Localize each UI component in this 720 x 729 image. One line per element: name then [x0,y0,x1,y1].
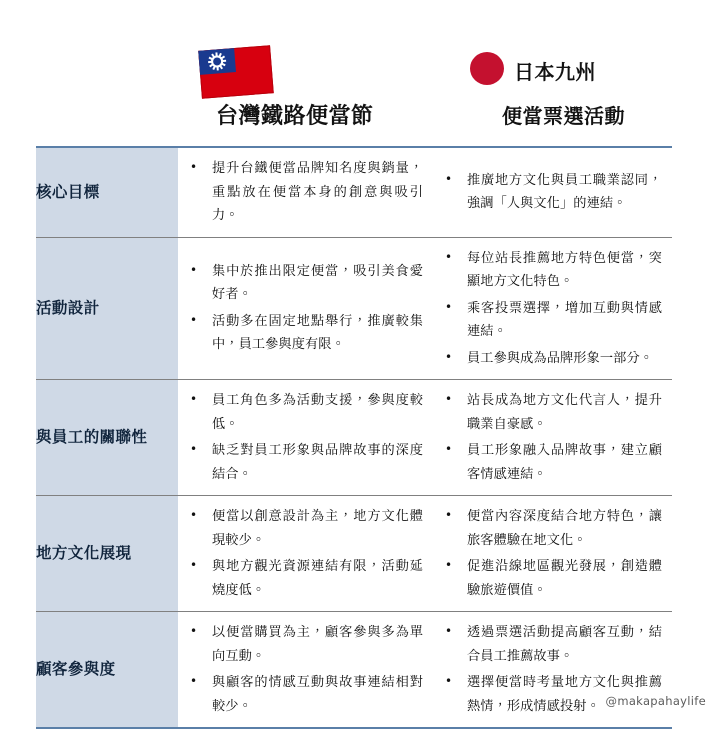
watermark: @makapahaylife [605,694,706,708]
taiwan-cell-content [178,251,433,366]
taiwan-cell-bullet-list [186,505,423,602]
row-label-cell: 地方文化展現 [36,496,178,612]
japan-cell-content [433,380,672,495]
bullet-item: • 活動多在固定地點舉行，推廣較集中，員工參與度有限。 [186,310,423,357]
japan-cell-bullet-list [441,505,662,602]
comparison-table [36,146,672,729]
japan-header-title-line2: 便當票選活動 [502,104,625,128]
taiwan-cell-bullet-list [186,389,423,486]
bullet-item: • 與顧客的情感互動與故事連結相對較少。 [186,671,423,718]
japan-cell [433,612,672,729]
taiwan-cell-content [178,148,433,237]
taiwan-cell-content [178,612,433,727]
japan-cell-bullet-list [441,389,662,486]
japan-cell-content [433,160,672,225]
bullet-item: • 便當以創意設計為主，地方文化體現較少。 [186,505,423,552]
bullet-item: • 員工形象融入品牌故事，建立顧客情感連結。 [441,439,662,486]
japan-cell [433,496,672,612]
japan-cell-bullet-list [441,247,662,371]
table-row [36,147,672,237]
bullet-item: • 提升台鐵便當品牌知名度與銷量，重點放在便當本身的創意與吸引力。 [186,157,423,228]
taiwan-cell-bullet-list [186,157,423,228]
taiwan-cell-bullet-list [186,260,423,357]
bullet-item: • 集中於推出限定便當，吸引美食愛好者。 [186,260,423,307]
taiwan-cell [178,147,433,237]
bullet-item: • 推廣地方文化與員工職業認同，強調「人與文化」的連結。 [441,169,662,216]
japan-cell-content [433,238,672,380]
taiwan-cell-content [178,496,433,611]
bullet-item: • 每位站長推薦地方特色便當，突顯地方文化特色。 [441,247,662,294]
row-label-cell: 核心目標 [36,147,178,237]
taiwan-cell [178,612,433,729]
bullet-item: • 以便當購買為主，顧客參與多為單向互動。 [186,621,423,668]
bullet-item: • 促進沿線地區觀光發展，創造體驗旅遊價值。 [441,555,662,602]
japan-cell-content [433,612,672,727]
bullet-item: • 與地方觀光資源連結有限，活動延燒度低。 [186,555,423,602]
table-body [36,147,672,728]
bullet-item: • 便當內容深度結合地方特色，讓旅客體驗在地文化。 [441,505,662,552]
taiwan-flag-icon [198,45,274,99]
bullet-item: • 站長成為地方文化代言人，提升職業自豪感。 [441,389,662,436]
japan-flag-icon [470,52,504,85]
bullet-item: • 缺乏對員工形象與品牌故事的深度結合。 [186,439,423,486]
bullet-item: • 乘客投票選擇，增加互動與情感連結。 [441,297,662,344]
taiwan-cell [178,237,433,380]
taiwan-header-title: 台灣鐵路便當節 [216,104,374,129]
table-row [36,237,672,380]
row-label-cell: 活動設計 [36,237,178,380]
bullet-item: • 員工角色多為活動支援，參與度較低。 [186,389,423,436]
japan-cell [433,237,672,380]
infographic-header [0,0,720,146]
japan-cell [433,147,672,237]
japan-cell-bullet-list [441,169,662,216]
japan-cell-content [433,496,672,611]
japan-header-title-line1: 日本九州 [514,60,596,84]
taiwan-cell [178,496,433,612]
taiwan-cell-content [178,380,433,495]
table-row [36,496,672,612]
taiwan-cell [178,380,433,496]
row-label-cell: 與員工的關聯性 [36,380,178,496]
bullet-item: • 員工參與成為品牌形象一部分。 [441,347,662,371]
bullet-item: • 透過票選活動提高顧客互動，結合員工推薦故事。 [441,621,662,668]
bullet-item: • 選擇便當時考量地方文化與推薦熱情，形成情感投射。 [441,671,662,718]
table-row [36,380,672,496]
table-row [36,612,672,729]
taiwan-cell-bullet-list [186,621,423,718]
japan-cell [433,380,672,496]
row-label-cell: 顧客參與度 [36,612,178,729]
